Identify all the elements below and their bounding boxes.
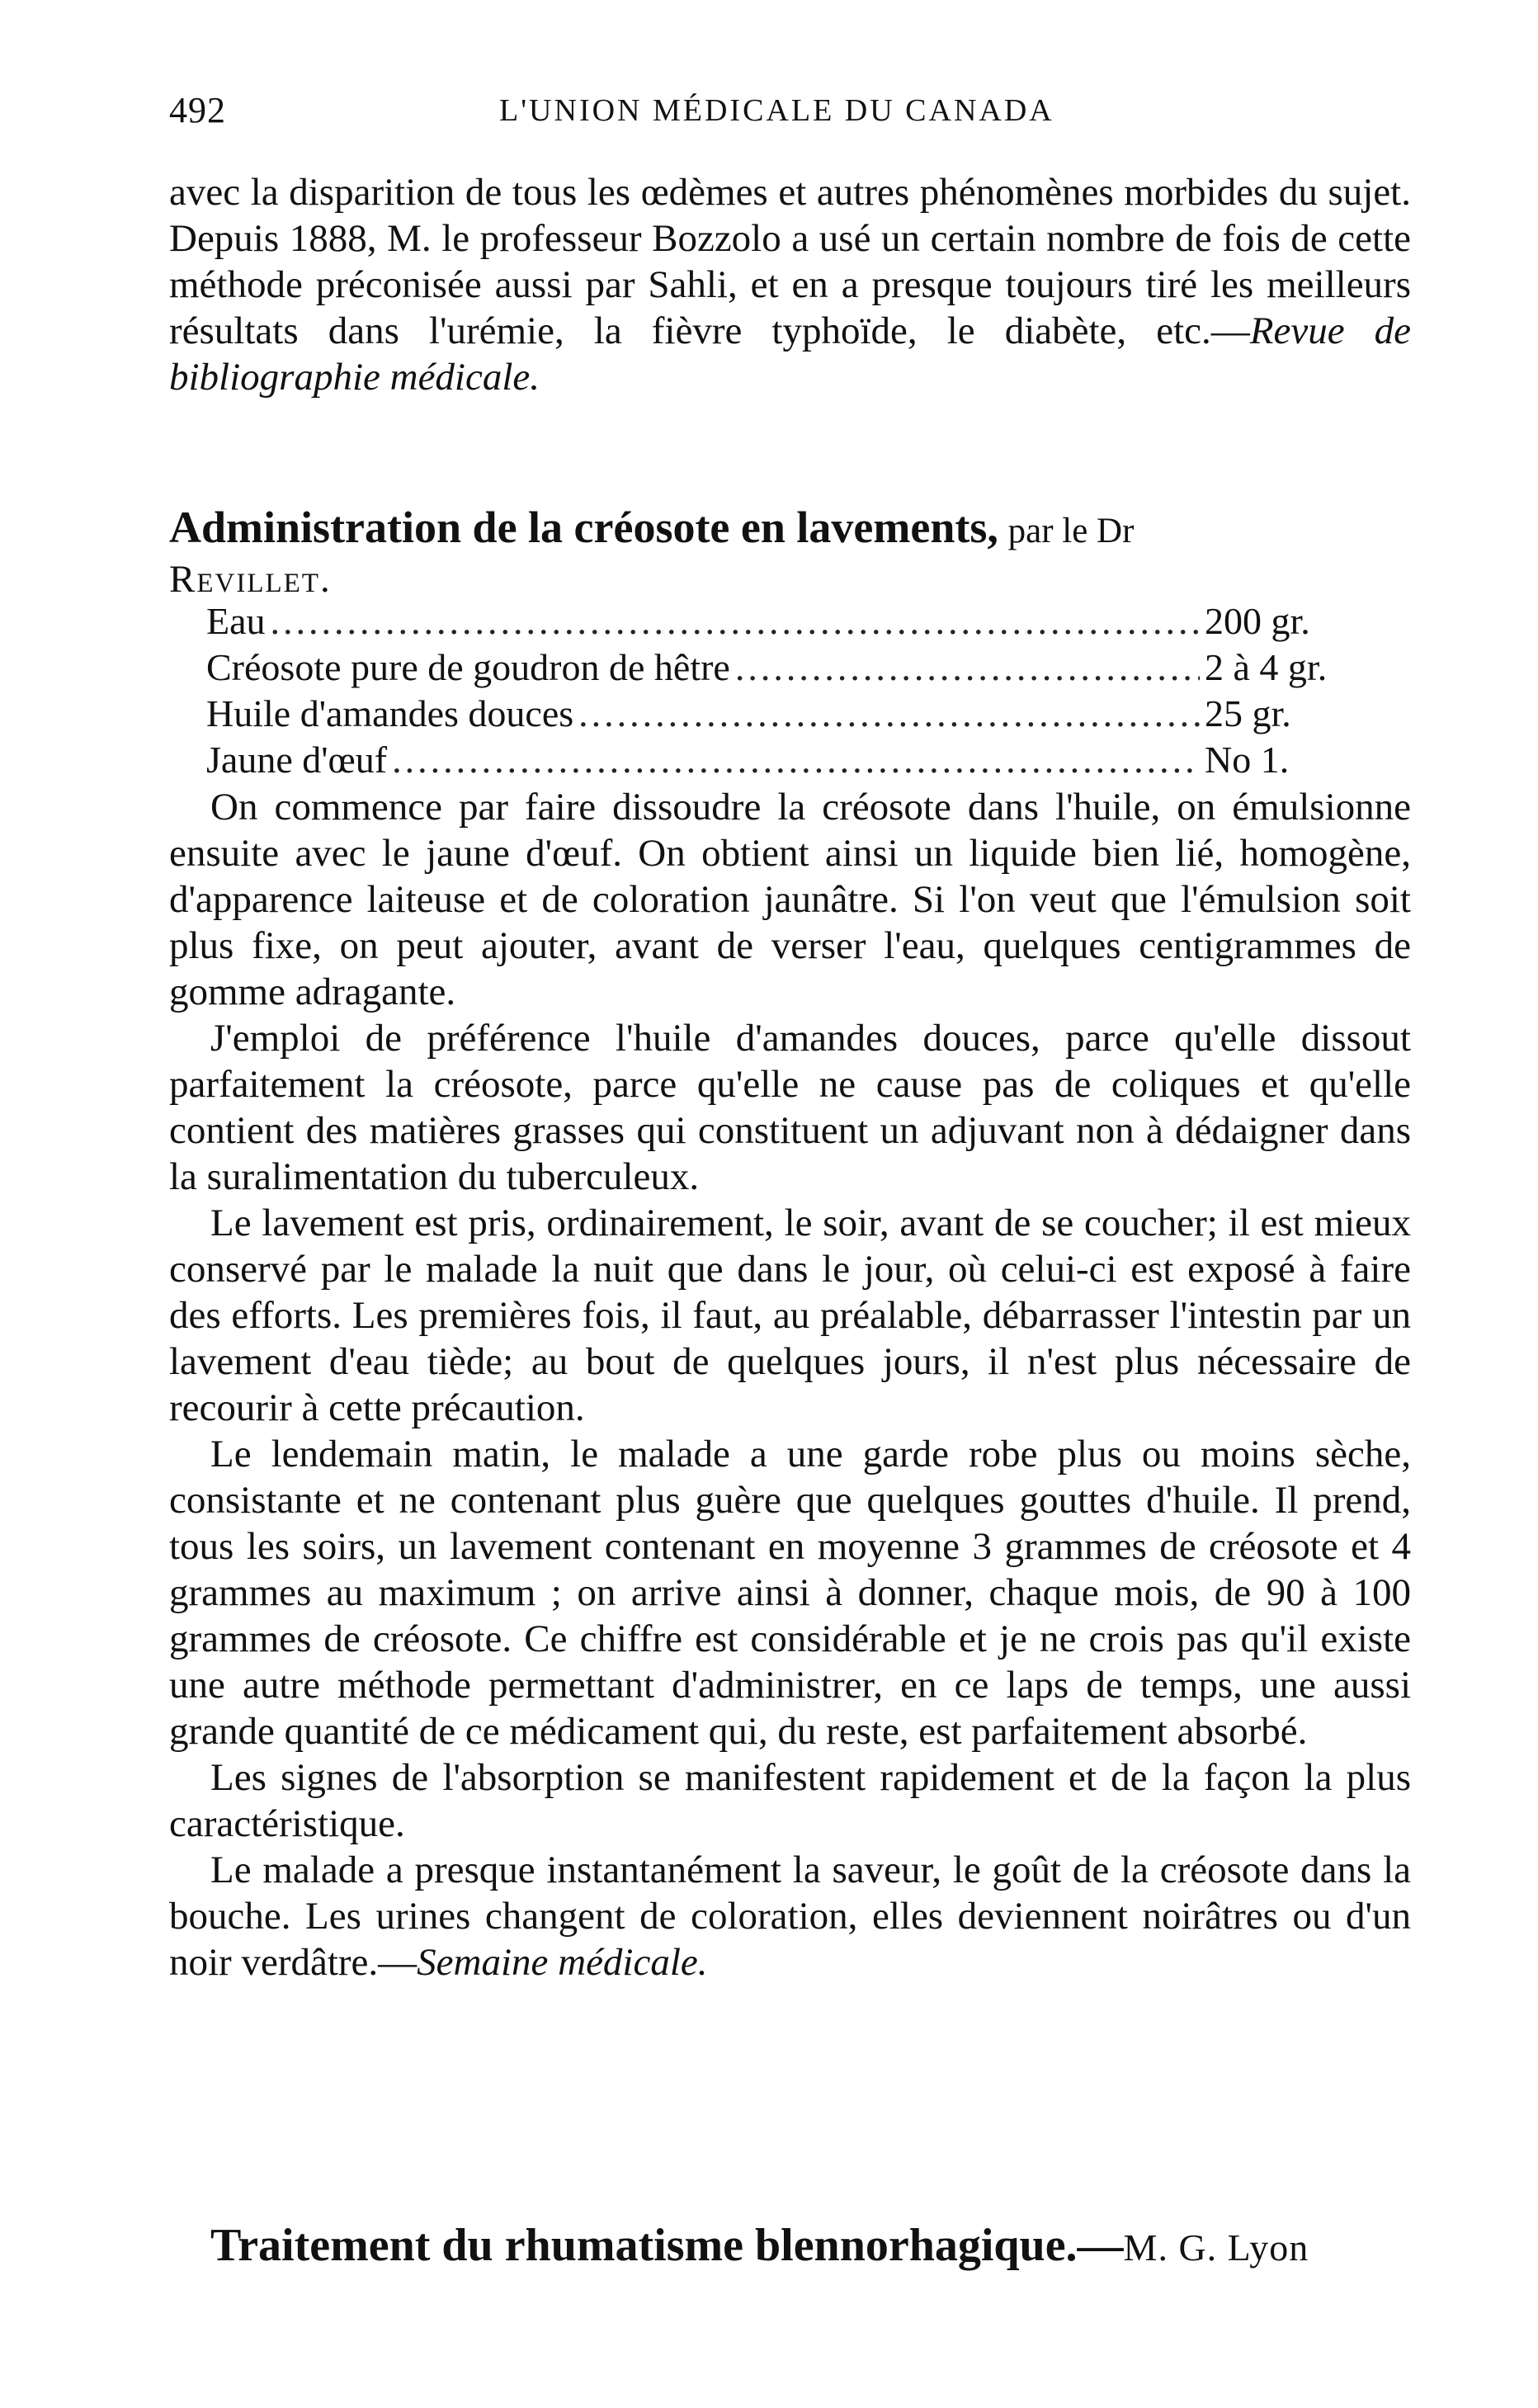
section-author-prefix: par le Dr — [1007, 512, 1135, 550]
section-title: Administration de la créosote en lavements, — [169, 503, 998, 552]
section-heading-creosote — [169, 503, 1411, 603]
paragraph-almond-oil: J'emploi de préférence l'huile d'amandes douces, parce qu'elle dissout parfaitement la créosote, parce qu'elle ne cause pas de coliques et qu'elle contient des matières grasses qui constituent un adjuvant non à dédaigner dans la suralimentation du tuberculeux. — [169, 1017, 1411, 1198]
recipe-row — [206, 644, 1345, 691]
recipe-quantity: 2 à 4 gr. — [1205, 646, 1328, 688]
intro-paragraph — [169, 169, 1411, 400]
running-head: L'UNION MÉDICALE DU CANADA — [499, 93, 1054, 128]
page-number: 492 — [169, 90, 226, 130]
paragraph-taste-text: Le malade a presque instantanément la saveur, le goût de la créosote dans la bouche. Les urines changent de coloration, elles deviennent noirâtres ou d'un noir verdâtre.— — [169, 1848, 1411, 1984]
recipe-row — [206, 598, 1345, 644]
intro-text: avec la disparition de tous les œdèmes et autres phénomènes morbides du sujet. Depuis 1888, M. le professeur Bozzolo a usé un certain nombre de fois de cette méthode préconisée aussi par Sahli, et en a presque toujours tiré les meilleurs résultats dans l'urémie, la fièvre typhoïde, le diabète, etc.— — [169, 171, 1411, 352]
recipe-quantity: 25 gr. — [1205, 692, 1291, 734]
section2-author: M. G. Lyon — [1123, 2226, 1309, 2269]
paragraph-preparation: On commence par faire dissoudre la créosote dans l'huile, on émulsionne ensuite avec le jaune d'œuf. On obtient ainsi un liquide bien lié, homogène, d'apparence laiteuse et de coloration jaunâtre. Si l'on veut que l'émulsion soit plus fixe, on peut ajouter, avant de verser l'eau, quelques centigrammes de gomme adragante. — [169, 786, 1411, 1013]
paragraph-taste — [169, 1847, 1411, 1985]
paragraph-absorption-signs: Les signes de l'absorption se manifestent rapidement et de la façon la plus caractéristique. — [169, 1756, 1411, 1845]
recipe-row — [206, 737, 1345, 783]
recipe-ingredient: Huile d'amandes douces — [206, 692, 574, 734]
paragraph-taste-source: Semaine médicale. — [417, 1941, 708, 1984]
leader-dots — [392, 737, 1200, 783]
leader-dots — [578, 691, 1200, 737]
recipe-list — [206, 598, 1345, 783]
recipe-ingredient: Eau — [206, 600, 266, 642]
recipe-row — [206, 691, 1345, 737]
article-body — [169, 784, 1411, 1985]
paragraph-dosage: Le lendemain matin, le malade a une garde robe plus ou moins sèche, consistante et ne contenant plus guère que quelques gouttes d'huile. Il prend, tous les soirs, un lavement contenant en moyenne 3 grammes de créosote et 4 grammes au maximum ; on arrive ainsi à donner, chaque mois, de 90 à 100 grammes de créosote. Ce chiffre est considérable et je ne crois pas qu'il existe une autre méthode permettant d'administrer, en ce laps de temps, une aussi grande quantité de ce médicament qui, du reste, est parfaitement absorbé. — [169, 1433, 1411, 1753]
recipe-quantity: 200 gr. — [1205, 600, 1310, 642]
section-heading-rheumatism — [210, 2220, 1415, 2273]
recipe-ingredient: Jaune d'œuf — [206, 739, 388, 781]
section-author-name: Revillet. — [169, 558, 332, 601]
leader-dots — [735, 644, 1200, 691]
leader-dots — [271, 598, 1200, 644]
section2-title: Traitement du rhumatisme blennorhagique.— — [210, 2220, 1124, 2271]
paragraph-administration: Le lavement est pris, ordinairement, le soir, avant de se coucher; il est mieux conservé par le malade la nuit que dans le jour, où celui-ci est exposé à faire des efforts. Les premières fois, il faut, au préalable, débarrasser l'intestin par un lavement d'eau tiède; au bout de quelques jours, il n'est plus nécessaire de recourir à cette précaution. — [169, 1202, 1411, 1429]
recipe-ingredient: Créosote pure de goudron de hêtre — [206, 646, 730, 688]
recipe-quantity: No 1. — [1205, 739, 1290, 781]
page-header — [169, 89, 1407, 139]
intro-source: Revue de bibliographie médicale. — [169, 309, 1412, 399]
